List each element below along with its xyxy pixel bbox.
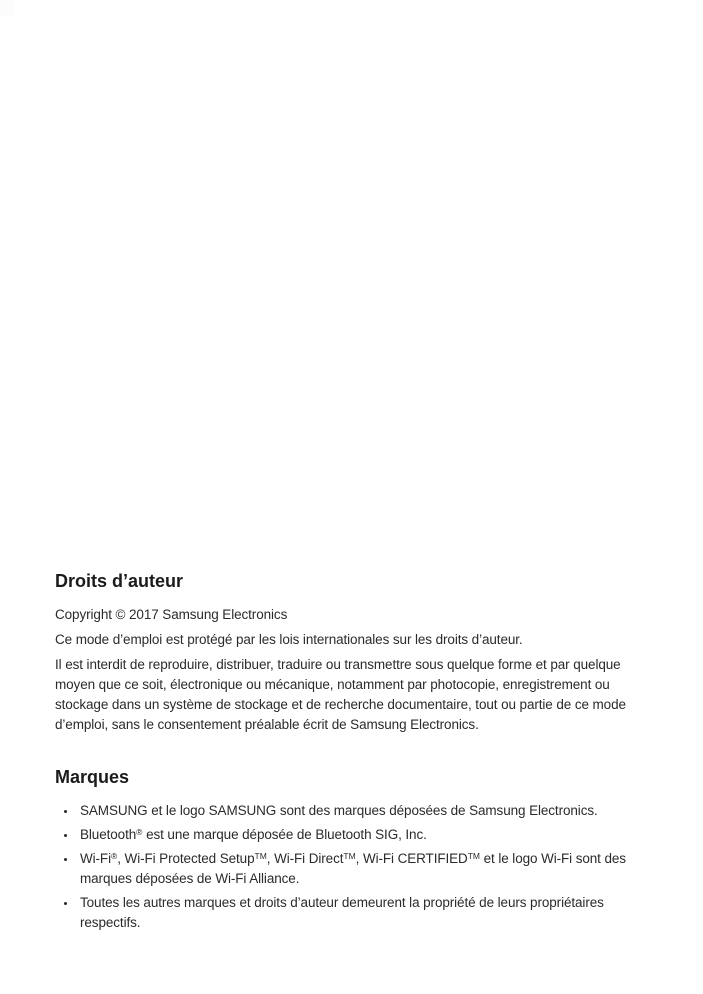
- trademark-item-others: [55, 893, 643, 933]
- trademark-item-wifi: [55, 849, 643, 889]
- trademark-text: Toutes les autres marques et droits d’auteur demeurent la propriété de leurs propriétaires respectifs.: [80, 895, 604, 930]
- bullet-icon: [55, 825, 80, 845]
- trademark-item-bluetooth: [55, 825, 643, 845]
- copyright-section: [55, 570, 643, 735]
- copyright-heading: Droits d’auteur: [55, 571, 184, 591]
- trademarks-heading: Marques: [55, 767, 130, 787]
- trademarks-section: [55, 766, 643, 933]
- trademark-text: Wi-Fi®, Wi-Fi Protected Setup™, Wi-Fi Direct™, Wi-Fi CERTIFIED™ et le logo Wi-Fi sont des marques déposées de Wi-Fi Alliance.: [80, 851, 626, 886]
- bullet-icon: [55, 801, 80, 821]
- trademark-item-samsung: [55, 801, 643, 821]
- trademark-text: Bluetooth® est une marque déposée de Bluetooth SIG, Inc.: [80, 827, 427, 842]
- corner-shade: [0, 0, 14, 16]
- bullet-icon: [55, 849, 80, 889]
- copyright-line: Copyright © 2017 Samsung Electronics: [55, 607, 288, 622]
- reproduction-notice: Il est interdit de reproduire, distribuer, traduire ou transmettre sous quelque forme et par quelque moyen que ce soit, électronique ou mécanique, notamment par photocopie, enregistrement ou stockage dans un système de stockage et de recherche documentaire, tout ou partie de ce mode d’emploi, sans le consentement préalable écrit de Samsung Electronics.: [55, 657, 626, 732]
- protection-notice: Ce mode d’emploi est protégé par les lois internationales sur les droits d’auteur.: [55, 632, 523, 647]
- page-content: [55, 570, 643, 937]
- trademark-list: [55, 801, 643, 933]
- trademark-text: SAMSUNG et le logo SAMSUNG sont des marques déposées de Samsung Electronics.: [80, 803, 598, 818]
- bullet-icon: [55, 893, 80, 933]
